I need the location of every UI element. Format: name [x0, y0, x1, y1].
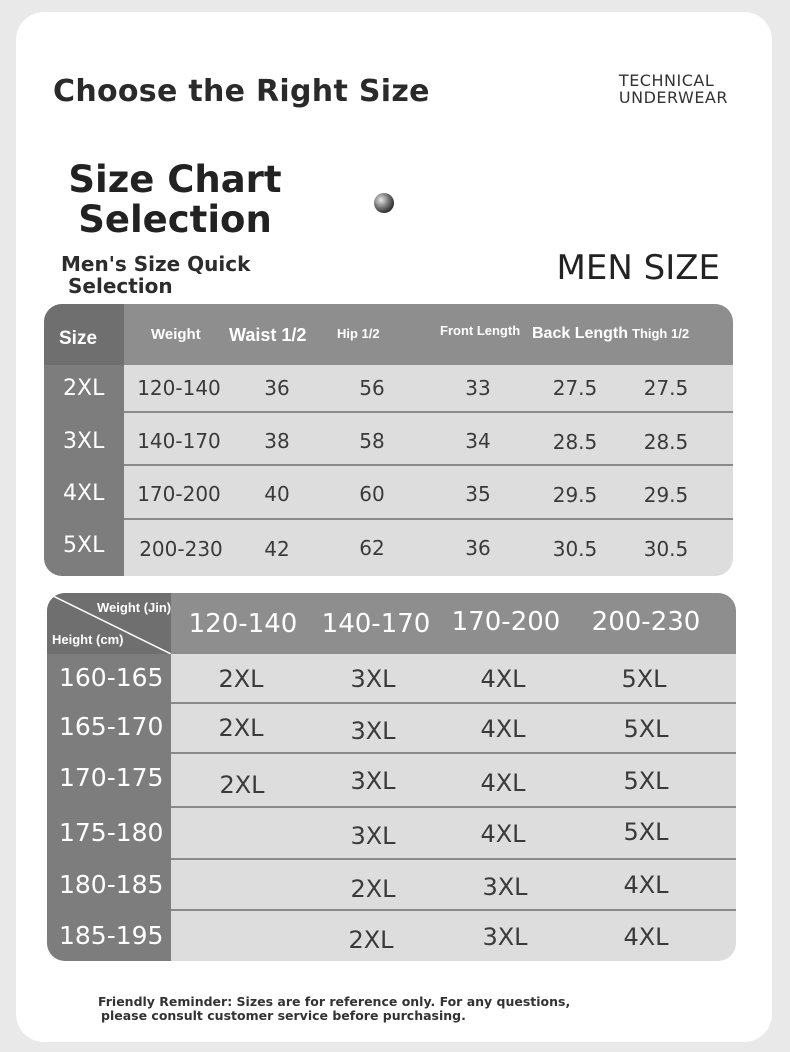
height-label: 165-170 — [59, 712, 164, 741]
size-chart-heading-line-1: Size Chart — [68, 158, 282, 201]
table-cell: 38 — [264, 429, 290, 453]
table-cell: 30.5 — [552, 537, 598, 561]
size-5xl: 5XL — [63, 533, 105, 558]
weight-header: 200-230 — [591, 607, 701, 637]
quick-selection-line-2: Selection — [68, 274, 173, 298]
size-4xl: 4XL — [63, 481, 105, 506]
men-size-label: MEN SIZE — [556, 248, 720, 288]
size-cell: 5XL — [621, 665, 667, 693]
table-cell: 27.5 — [643, 376, 689, 400]
size-cell: 3XL — [350, 767, 396, 795]
header-thigh: Thigh 1/2 — [632, 326, 690, 341]
weight-header: 170-200 — [451, 607, 561, 637]
fit-table — [47, 593, 736, 961]
size-header-label: Size — [59, 328, 98, 349]
table-cell: 29.5 — [552, 483, 598, 507]
size-cell: 4XL — [623, 923, 669, 951]
size-cell: 4XL — [480, 769, 526, 797]
size-cell: 3XL — [350, 665, 396, 693]
table-cell: 42 — [264, 537, 290, 561]
table-cell: 30.5 — [643, 537, 689, 561]
size-chart-heading-line-2: Selection — [78, 198, 272, 241]
corner-height-label: Height (cm) — [52, 632, 124, 647]
size-cell: 3XL — [482, 873, 528, 901]
measurement-table-header — [44, 304, 733, 365]
brand-label — [619, 72, 728, 106]
weight-header: 140-170 — [321, 609, 431, 639]
brand-line-1: TECHNICAL — [618, 71, 715, 90]
table-cell: 60 — [359, 482, 385, 506]
table-cell: 56 — [359, 376, 385, 400]
table-cell: 28.5 — [643, 430, 689, 454]
header-weight: Weight — [151, 326, 201, 343]
table-cell: 36 — [264, 376, 290, 400]
friendly-reminder — [98, 995, 570, 1023]
table-cell: 120-140 — [137, 376, 221, 400]
brand-line-2: UNDERWEAR — [618, 88, 728, 107]
table-cell: 40 — [264, 482, 290, 506]
row-divider — [124, 411, 733, 413]
size-cell: 5XL — [623, 818, 669, 846]
quick-selection-label — [61, 253, 250, 297]
table-cell: 140-170 — [137, 429, 221, 453]
reminder-line-1: Friendly Reminder: Sizes are for reference only. For any questions, — [98, 994, 571, 1009]
size-cell: 2XL — [218, 665, 264, 693]
height-label: 175-180 — [59, 818, 164, 847]
page-title: Choose the Right Size — [53, 74, 430, 109]
corner-weight-label: Weight (Jin) — [97, 600, 172, 615]
row-divider — [124, 464, 733, 466]
quick-selection-line-1: Men's Size Quick — [61, 252, 251, 276]
fit-table-corner — [47, 593, 171, 654]
size-cell: 5XL — [623, 715, 669, 743]
row-divider — [124, 518, 733, 520]
size-cell: 2XL — [350, 875, 396, 903]
size-cell: 4XL — [480, 820, 526, 848]
size-header-cell — [44, 304, 124, 365]
size-chart-heading — [55, 160, 295, 240]
table-cell: 200-230 — [139, 537, 223, 561]
table-cell: 28.5 — [552, 430, 598, 454]
measurement-table — [44, 304, 733, 576]
row-divider — [171, 752, 736, 754]
size-cell: 4XL — [623, 871, 669, 899]
header-front-length: Front Length — [440, 323, 521, 338]
size-cell: 2XL — [218, 714, 264, 742]
height-column — [47, 654, 171, 961]
weight-header: 120-140 — [188, 609, 298, 639]
header-waist: Waist 1/2 — [229, 325, 307, 345]
row-divider — [171, 909, 736, 911]
size-cell: 5XL — [623, 767, 669, 795]
size-cell: 2XL — [219, 771, 265, 799]
table-cell: 34 — [465, 429, 491, 453]
height-label: 180-185 — [59, 870, 164, 899]
table-cell: 29.5 — [643, 483, 689, 507]
reminder-line-2: please consult customer service before purchasing. — [101, 1008, 466, 1023]
size-cell: 4XL — [480, 715, 526, 743]
size-cell: 4XL — [480, 665, 526, 693]
size-3xl: 3XL — [63, 429, 105, 454]
row-divider — [171, 702, 736, 704]
table-cell: 35 — [465, 482, 491, 506]
size-cell: 3XL — [482, 923, 528, 951]
header-back-length: Back Length — [532, 325, 629, 342]
table-cell: 36 — [465, 536, 491, 560]
row-divider — [171, 858, 736, 860]
table-cell: 58 — [359, 429, 385, 453]
size-cell: 2XL — [348, 926, 394, 954]
size-cell: 3XL — [350, 717, 396, 745]
height-label: 185-195 — [59, 921, 164, 950]
height-label: 170-175 — [59, 763, 164, 792]
size-cell: 3XL — [350, 822, 396, 850]
table-cell: 33 — [465, 376, 491, 400]
decorative-orb-icon — [374, 193, 394, 213]
header-hip: Hip 1/2 — [337, 326, 380, 341]
table-cell: 27.5 — [552, 376, 598, 400]
row-divider — [171, 806, 736, 808]
table-cell: 62 — [359, 536, 385, 560]
size-2xl: 2XL — [63, 376, 105, 401]
table-cell: 170-200 — [137, 482, 221, 506]
height-label: 160-165 — [59, 663, 164, 692]
